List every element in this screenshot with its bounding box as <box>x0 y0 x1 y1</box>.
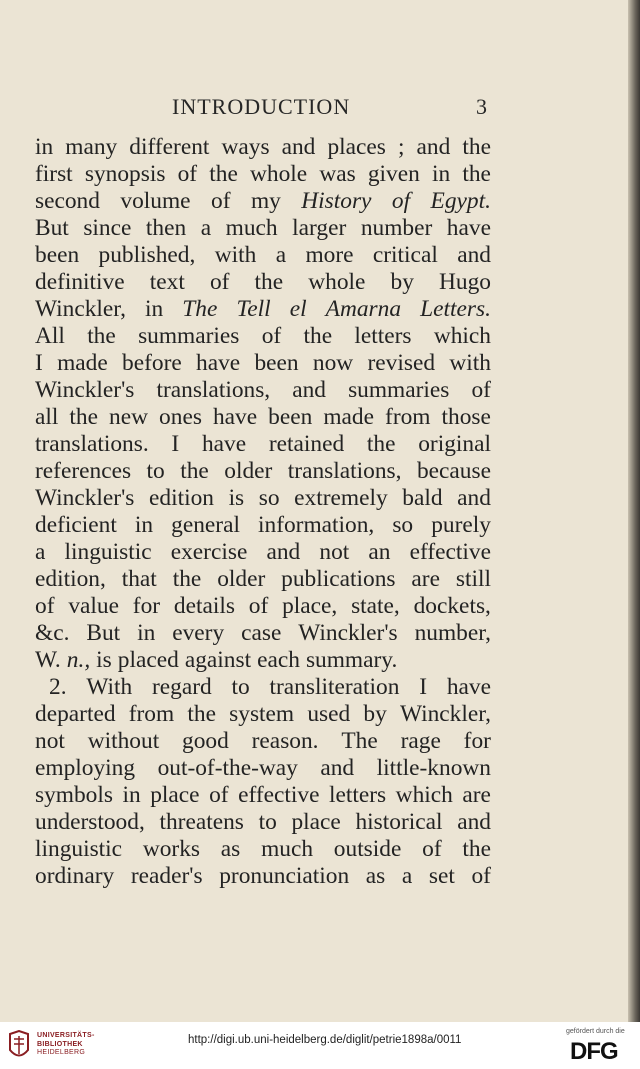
word: been <box>268 404 313 430</box>
text-line <box>35 836 491 863</box>
word: made <box>323 404 374 430</box>
word: so <box>258 485 280 511</box>
text-line <box>35 404 491 431</box>
word: place <box>150 782 200 808</box>
word: departed <box>35 701 116 727</box>
running-head: INTRODUCTION <box>172 94 351 119</box>
word: are <box>462 782 491 808</box>
word: have <box>212 404 258 430</box>
word: the <box>69 404 98 430</box>
word: and <box>457 242 491 268</box>
word: which <box>395 782 453 808</box>
word: all <box>35 404 59 430</box>
word: places <box>327 134 386 160</box>
word: new <box>109 404 149 430</box>
word: the <box>254 269 284 295</box>
word: ways <box>221 134 270 160</box>
word: deficient <box>35 512 117 538</box>
word: History <box>301 188 372 214</box>
word: of <box>261 323 282 349</box>
word: of <box>471 377 491 403</box>
word: The <box>341 728 378 754</box>
word: now <box>312 350 354 376</box>
word: ordinary <box>35 863 115 889</box>
word: the <box>172 566 202 592</box>
word: definitive <box>35 269 125 295</box>
text-line <box>35 458 491 485</box>
word: transliteration <box>269 674 400 700</box>
word: number, <box>414 620 491 646</box>
page-number: 3 <box>476 94 488 119</box>
word: larger <box>292 215 347 241</box>
word: placed <box>117 647 179 673</box>
text-line <box>35 323 491 350</box>
word: el <box>289 296 307 322</box>
word: Letters. <box>420 296 491 322</box>
word: synopsis <box>84 161 166 187</box>
word: been <box>254 350 299 376</box>
word: translations, <box>287 458 402 484</box>
word: not <box>319 539 350 565</box>
word: then <box>145 215 187 241</box>
text-line <box>35 431 491 458</box>
word: linguistic <box>35 836 123 862</box>
word: All <box>35 323 65 349</box>
word: retained <box>268 431 345 457</box>
word: made <box>57 350 108 376</box>
text-line <box>35 242 491 269</box>
word: Hugo <box>439 269 491 295</box>
word: details <box>173 593 235 619</box>
word: the <box>462 134 491 160</box>
word: to <box>146 458 165 484</box>
word: from <box>385 404 431 430</box>
word: to <box>231 674 250 700</box>
word: employing <box>35 755 136 781</box>
word: as <box>365 863 386 889</box>
word: W. <box>35 647 61 673</box>
word: those <box>441 404 491 430</box>
word: symbols <box>35 782 113 808</box>
word: in <box>431 161 451 187</box>
text-line <box>35 755 491 782</box>
word: in <box>134 512 154 538</box>
word: have <box>196 350 241 376</box>
word: and <box>457 485 491 511</box>
word: published, <box>98 242 196 268</box>
word: exercise <box>170 539 248 565</box>
text-line <box>35 512 491 539</box>
funding-note: gefördert durch die <box>566 1028 625 1035</box>
word: translations, <box>156 377 271 403</box>
word: in <box>122 782 141 808</box>
word: purely <box>431 512 491 538</box>
text-line <box>35 485 491 512</box>
word: place <box>291 809 341 835</box>
word: and <box>416 134 451 160</box>
word: summaries <box>348 377 450 403</box>
word: with <box>214 242 257 268</box>
word: many <box>65 134 118 160</box>
word: bald <box>402 485 443 511</box>
word: the <box>87 323 116 349</box>
word: good <box>182 728 229 754</box>
word: and <box>292 377 326 403</box>
word: value <box>68 593 119 619</box>
word: is <box>228 485 245 511</box>
word: from <box>128 701 175 727</box>
word: each <box>257 647 300 673</box>
word: are <box>411 566 440 592</box>
word: effective <box>238 782 320 808</box>
word: Winckler's <box>35 485 135 511</box>
word: effective <box>409 539 491 565</box>
word: place, <box>282 593 338 619</box>
word: the <box>462 161 491 187</box>
word: works <box>142 836 201 862</box>
word: historical <box>355 809 443 835</box>
word: every <box>172 620 225 646</box>
word: have <box>201 431 247 457</box>
word: in <box>145 296 164 322</box>
word: because <box>416 458 491 484</box>
word: much <box>225 215 278 241</box>
text-line <box>35 566 491 593</box>
word: system <box>229 701 295 727</box>
word: and <box>320 755 355 781</box>
word: to <box>258 809 277 835</box>
word: edition <box>149 485 214 511</box>
word: second <box>35 188 100 214</box>
word: set <box>428 863 455 889</box>
word: against <box>184 647 252 673</box>
word: with <box>449 350 491 376</box>
word: ; <box>397 134 405 160</box>
word: a <box>35 539 46 565</box>
word: translations. <box>35 431 149 457</box>
text-line <box>35 620 491 647</box>
word: &c. <box>35 620 70 646</box>
word: extremely <box>294 485 388 511</box>
text-line <box>35 539 491 566</box>
word: reader's <box>130 863 203 889</box>
word: threatens <box>159 809 244 835</box>
word: have <box>446 215 491 241</box>
permalink-url[interactable]: http://digi.ub.uni-heidelberg.de/diglit/petrie1898a/0011 <box>188 1034 462 1046</box>
word: of <box>391 188 411 214</box>
word: pronunciation <box>219 863 350 889</box>
word: revised <box>367 350 436 376</box>
word: number <box>360 215 433 241</box>
word: much <box>261 836 314 862</box>
text-line <box>35 350 491 377</box>
word: been <box>35 242 80 268</box>
word: in <box>137 620 156 646</box>
page-header <box>0 90 628 124</box>
text-line <box>35 161 491 188</box>
word: n., <box>66 647 91 673</box>
word: reason. <box>251 728 319 754</box>
word: the <box>462 836 491 862</box>
text-line <box>35 377 491 404</box>
word: The <box>182 296 218 322</box>
text-line <box>35 674 491 701</box>
word: dockets, <box>413 593 491 619</box>
word: in <box>35 134 54 160</box>
word: original <box>418 431 491 457</box>
word: With <box>86 674 133 700</box>
word: a <box>401 863 413 889</box>
word: so <box>392 512 414 538</box>
word: state, <box>351 593 400 619</box>
word: information, <box>258 512 375 538</box>
word: critical <box>372 242 438 268</box>
word: I <box>171 431 180 457</box>
word: without <box>87 728 160 754</box>
word: my <box>250 188 281 214</box>
word: volume <box>120 188 191 214</box>
word: letters <box>329 782 387 808</box>
word: more <box>305 242 354 268</box>
text-line <box>35 809 491 836</box>
word: still <box>455 566 491 592</box>
word: and <box>457 809 491 835</box>
word: for <box>463 728 491 754</box>
word: given <box>367 161 420 187</box>
word: of <box>471 863 491 889</box>
word: rage <box>400 728 441 754</box>
word: of <box>209 782 229 808</box>
word: the <box>187 701 216 727</box>
text-line <box>35 701 491 728</box>
text-line <box>35 863 491 890</box>
word: case <box>241 620 282 646</box>
word: out-of-the-way <box>157 755 298 781</box>
text-line <box>35 728 491 755</box>
page-edge-shadow <box>628 0 640 1022</box>
word: used <box>307 701 351 727</box>
word: of <box>209 269 230 295</box>
text-line <box>35 269 491 296</box>
text-line <box>35 593 491 620</box>
word: But <box>86 620 121 646</box>
word: general <box>171 512 240 538</box>
word: of <box>211 188 231 214</box>
word: 2. <box>49 674 67 700</box>
word: letters <box>354 323 412 349</box>
word: of <box>248 593 269 619</box>
word: the <box>366 431 396 457</box>
word: Winckler's <box>298 620 398 646</box>
word: which <box>433 323 491 349</box>
word: have <box>446 674 491 700</box>
footer-bar <box>0 1022 640 1069</box>
word: older <box>217 566 266 592</box>
word: for <box>132 593 161 619</box>
word: Winckler's <box>35 377 135 403</box>
word: I <box>35 350 43 376</box>
word: the <box>209 161 238 187</box>
word: outside <box>333 836 402 862</box>
word: I <box>419 674 428 700</box>
word: regard <box>151 674 212 700</box>
word: and <box>266 539 301 565</box>
word: was <box>319 161 356 187</box>
word: Winckler, <box>399 701 491 727</box>
library-name: UNIVERSITÄTS- BIBLIOTHEK HEIDELBERG <box>37 1032 95 1056</box>
word: that <box>121 566 157 592</box>
dfg-logo: DFG <box>570 1038 618 1065</box>
text-line <box>35 134 491 161</box>
word: Amarna <box>325 296 402 322</box>
text-line <box>35 188 491 215</box>
university-seal-icon <box>7 1030 31 1062</box>
word: little-known <box>376 755 491 781</box>
word: of <box>35 593 55 619</box>
word: first <box>35 161 73 187</box>
body-text <box>35 134 491 890</box>
text-line <box>35 647 491 674</box>
text-line <box>35 215 491 242</box>
word: different <box>129 134 210 160</box>
word: Winckler, <box>35 296 126 322</box>
word: by <box>363 701 387 727</box>
text-line <box>35 782 491 809</box>
word: ones <box>159 404 202 430</box>
word: Tell <box>236 296 271 322</box>
word: an <box>368 539 391 565</box>
word: older <box>224 458 273 484</box>
word: of <box>177 161 198 187</box>
word: not <box>35 728 65 754</box>
word: whole <box>308 269 366 295</box>
word: references <box>35 458 132 484</box>
word: and <box>281 134 316 160</box>
word: publications <box>281 566 396 592</box>
word: by <box>390 269 414 295</box>
word: is <box>96 647 112 673</box>
text-line <box>35 296 491 323</box>
word: as <box>220 836 241 862</box>
word: text <box>149 269 185 295</box>
word: the <box>180 458 209 484</box>
word: Egypt. <box>430 188 491 214</box>
word: linguistic <box>64 539 152 565</box>
word: summaries <box>138 323 240 349</box>
word: of <box>422 836 442 862</box>
word: whole <box>249 161 308 187</box>
word: before <box>122 350 182 376</box>
word: a <box>275 242 287 268</box>
word: since <box>83 215 132 241</box>
word: summary. <box>305 647 398 673</box>
word: the <box>303 323 333 349</box>
word: understood, <box>35 809 145 835</box>
word: edition, <box>35 566 106 592</box>
word: But <box>35 215 69 241</box>
word: a <box>200 215 212 241</box>
